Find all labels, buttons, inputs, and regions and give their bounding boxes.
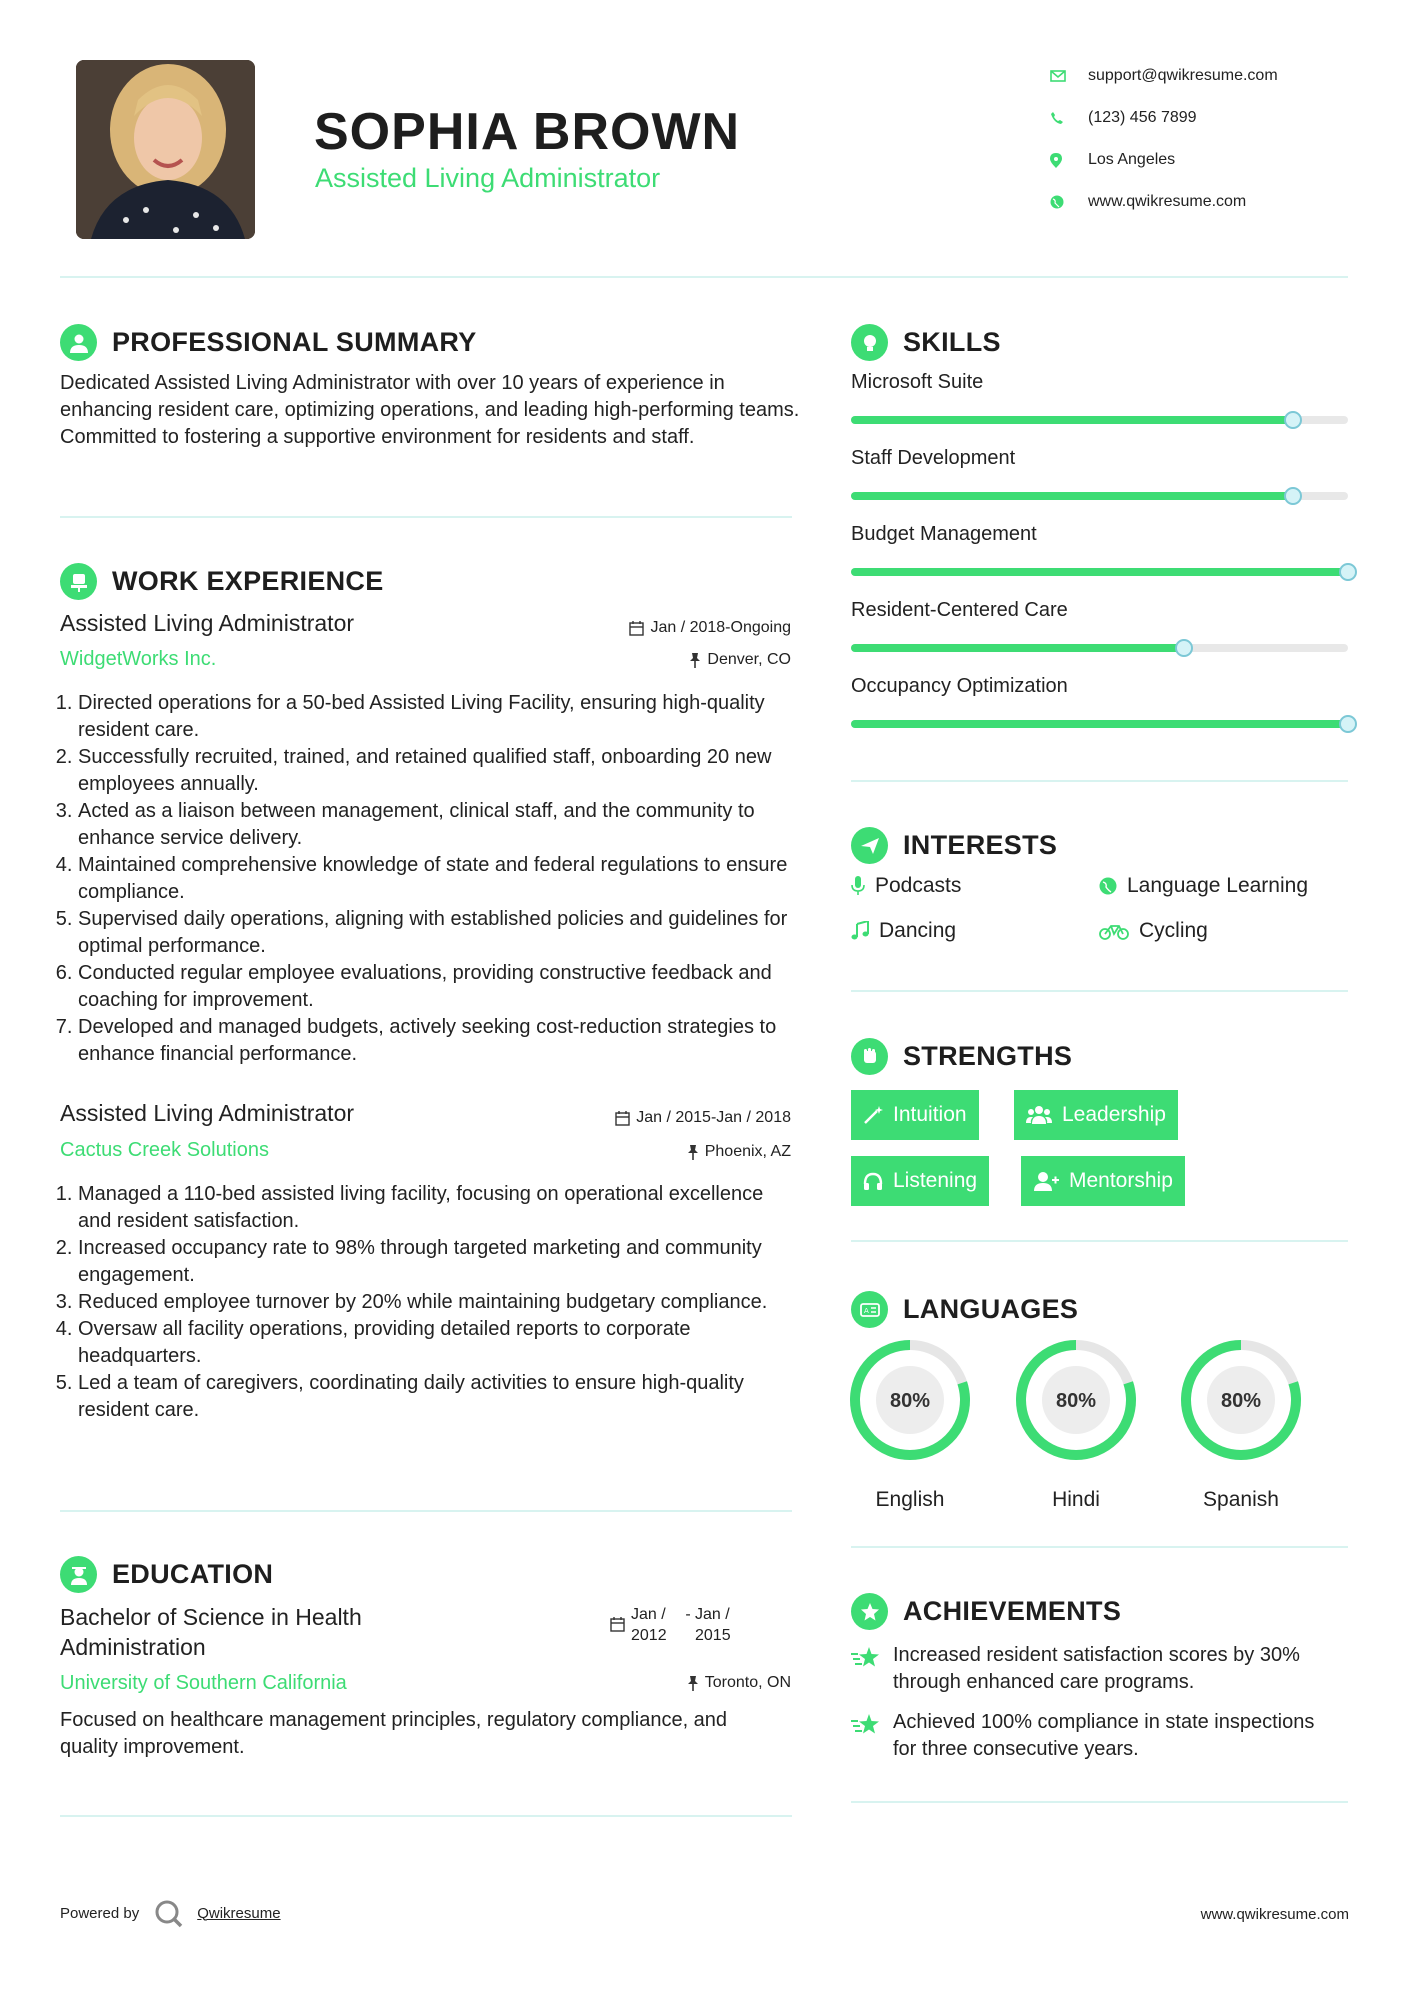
qwikresume-logo-icon xyxy=(153,1898,185,1928)
job-1-title: Assisted Living Administrator xyxy=(60,610,355,636)
star-icon xyxy=(851,1713,881,1737)
duty-item: 2. Successfully recruited, trained, and retained qualified staff, onboarding 20 new employees annually. xyxy=(78,744,798,798)
powered-by-text: Powered by xyxy=(60,1904,140,1922)
job-2-company: Cactus Creek Solutions xyxy=(60,1139,269,1161)
candidate-name: SOPHIA BROWN xyxy=(314,103,741,161)
calendar-icon xyxy=(610,1617,625,1632)
achievements-heading xyxy=(851,1593,1121,1630)
users-icon xyxy=(1026,1105,1052,1125)
lightbulb-icon xyxy=(851,324,888,361)
strength-label: Intuition xyxy=(893,1103,967,1126)
contact-phone-text: (123) 456 7899 xyxy=(1088,109,1197,126)
language-card-icon xyxy=(851,1291,888,1328)
bicycle-icon xyxy=(1099,922,1129,940)
duty-item: 5. Led a team of caregivers, coordinating daily activities to ensure high-quality resident care. xyxy=(78,1370,798,1424)
duty-item: 1. Directed operations for a 50-bed Assisted Living Facility, ensuring high-quality resident care. xyxy=(78,690,798,744)
work-title: WORK EXPERIENCE xyxy=(112,566,384,596)
job-1-dates-text: Jan / 2018-Ongoing xyxy=(650,619,791,636)
interest-language-learning xyxy=(1099,874,1308,898)
candidate-title: Assisted Living Administrator xyxy=(315,163,661,193)
skill-level-knob xyxy=(1339,715,1357,733)
interest-cycling xyxy=(1099,919,1208,943)
language-item xyxy=(1013,1337,1139,1512)
skills-title: SKILLS xyxy=(903,327,1001,357)
contact-email-text: support@qwikresume.com xyxy=(1088,67,1278,84)
pushpin-icon xyxy=(687,1676,699,1691)
interest-podcasts xyxy=(851,874,961,898)
contact-website[interactable] xyxy=(1050,181,1278,223)
duty-item: 7. Developed and managed budgets, actively seeking cost-reduction strategies to enhance financial performance. xyxy=(78,1014,798,1068)
microphone-icon xyxy=(851,876,865,896)
interest-dancing xyxy=(851,919,956,943)
job-2-duties xyxy=(58,1181,798,1424)
strengths-heading xyxy=(851,1038,1072,1075)
calendar-icon xyxy=(615,1111,630,1126)
language-percent: 80% xyxy=(1220,1390,1262,1412)
interests-title: INTERESTS xyxy=(903,830,1058,860)
education-title: EDUCATION xyxy=(112,1559,274,1589)
fist-icon xyxy=(851,1038,888,1075)
duty-item: 5. Supervised daily operations, aligning with established policies and guidelines for optimal performance. xyxy=(78,906,798,960)
envelope-icon xyxy=(1050,70,1088,82)
language-level-ring xyxy=(1178,1337,1304,1463)
skills-divider xyxy=(851,780,1348,782)
language-level-ring xyxy=(847,1337,973,1463)
job-2-title: Assisted Living Administrator xyxy=(60,1100,355,1126)
skill-level-knob xyxy=(1175,639,1193,657)
duty-item: 6. Conducted regular employee evaluations, providing constructive feedback and coaching for improvement. xyxy=(78,960,798,1014)
skill-level-fill xyxy=(851,720,1348,728)
education-heading xyxy=(60,1556,273,1593)
phone-icon xyxy=(1050,111,1088,125)
duty-item: 3. Reduced employee turnover by 20% while maintaining budgetary compliance. xyxy=(78,1289,798,1316)
education-degree: Bachelor of Science in Health Administration xyxy=(60,1604,362,1660)
education-dates xyxy=(610,1604,745,1646)
user-icon xyxy=(60,324,97,361)
language-percent: 80% xyxy=(1055,1390,1097,1412)
duty-item: 4. Maintained comprehensive knowledge of state and federal regulations to ensure compliance. xyxy=(78,852,798,906)
contact-phone xyxy=(1050,97,1278,139)
pushpin-icon xyxy=(687,1145,699,1160)
svg-text:A: A xyxy=(863,1306,869,1315)
skill-level-knob xyxy=(1339,563,1357,581)
summary-divider xyxy=(60,516,792,518)
education-school: University of Southern California xyxy=(60,1672,347,1694)
job-1-location xyxy=(480,651,791,669)
paper-plane-icon xyxy=(851,827,888,864)
achievements-title: ACHIEVEMENTS xyxy=(903,1596,1122,1626)
skill-level-fill xyxy=(851,644,1184,652)
language-percent: 80% xyxy=(889,1390,931,1412)
skill-level-fill xyxy=(851,416,1293,424)
contact-location xyxy=(1050,139,1278,181)
interest-label: Podcasts xyxy=(875,874,962,897)
summary-text: Dedicated Assisted Living Administrator with over 10 years of experience in enhancing resident care, optimizing operations, and leading high-performing teams. Committed to fostering a supportive environment for residents and staff. xyxy=(60,372,800,448)
duty-item: 3. Acted as a liaison between management, clinical staff, and the community to enhance service delivery. xyxy=(78,798,798,852)
headphones-icon xyxy=(863,1172,883,1190)
duty-item: 1. Managed a 110-bed assisted living facility, focusing on operational excellence and resident satisfaction. xyxy=(78,1181,798,1235)
strength-label: Listening xyxy=(893,1169,978,1192)
education-divider xyxy=(60,1815,792,1817)
duty-item: 2. Increased occupancy rate to 98% through targeted marketing and community engagement. xyxy=(78,1235,798,1289)
job-2-dates xyxy=(480,1109,791,1127)
contact-email[interactable] xyxy=(1050,55,1278,97)
job-2-dates-text: Jan / 2015-Jan / 2018 xyxy=(636,1109,791,1126)
globe-icon xyxy=(1099,877,1117,895)
interests-divider xyxy=(851,990,1348,992)
languages-divider xyxy=(851,1546,1348,1548)
map-pin-icon xyxy=(1050,153,1088,168)
languages-title: LANGUAGES xyxy=(903,1294,1079,1324)
graduation-icon xyxy=(60,1556,97,1593)
brand-link[interactable]: Qwikresume xyxy=(197,1904,281,1922)
pushpin-icon xyxy=(689,653,701,668)
language-name: Spanish xyxy=(1203,1488,1279,1511)
language-name: Hindi xyxy=(1052,1488,1100,1511)
skill-item xyxy=(851,371,1348,394)
interest-label: Cycling xyxy=(1139,919,1208,942)
footer-powered-by xyxy=(60,1898,281,1928)
strength-listening xyxy=(851,1156,989,1206)
magic-wand-icon xyxy=(863,1105,883,1125)
skill-item xyxy=(851,523,1348,546)
skills-heading xyxy=(851,324,1001,361)
skill-name: Microsoft Suite xyxy=(851,371,984,393)
job-1-dates xyxy=(480,619,791,637)
job-2-location xyxy=(480,1143,791,1161)
header-divider xyxy=(60,276,1348,278)
strength-leadership xyxy=(1014,1090,1178,1140)
skill-name: Occupancy Optimization xyxy=(851,675,1068,697)
job-1-location-text: Denver, CO xyxy=(707,651,791,668)
duty-item: 4. Oversaw all facility operations, providing detailed reports to corporate headquarters. xyxy=(78,1316,798,1370)
briefcase-icon xyxy=(60,563,97,600)
language-item xyxy=(1178,1337,1304,1512)
interest-label: Dancing xyxy=(879,919,957,942)
skill-name: Budget Management xyxy=(851,523,1037,545)
job-1-company: WidgetWorks Inc. xyxy=(60,648,217,670)
skill-level-knob xyxy=(1284,487,1302,505)
achievement-item xyxy=(851,1642,1331,1696)
music-note-icon xyxy=(851,921,869,941)
strengths-divider xyxy=(851,1240,1348,1242)
contact-block xyxy=(1050,55,1278,223)
skill-name: Staff Development xyxy=(851,447,1016,469)
footer-site[interactable]: www.qwikresume.com xyxy=(1200,1906,1349,1923)
skill-item xyxy=(851,675,1348,698)
strength-label: Leadership xyxy=(1062,1103,1166,1126)
summary-title: PROFESSIONAL SUMMARY xyxy=(112,327,477,357)
education-location xyxy=(480,1674,791,1692)
strengths-title: STRENGTHS xyxy=(903,1041,1073,1071)
work-heading xyxy=(60,563,384,600)
skill-level-fill xyxy=(851,492,1293,500)
contact-website-text: www.qwikresume.com xyxy=(1088,193,1247,210)
interests-heading xyxy=(851,827,1057,864)
skill-level-knob xyxy=(1284,411,1302,429)
achievement-item xyxy=(851,1709,1331,1763)
date-separator: - xyxy=(685,1606,691,1623)
globe-icon xyxy=(1050,195,1088,209)
user-plus-icon xyxy=(1033,1171,1059,1191)
skill-item xyxy=(851,599,1348,622)
skill-item xyxy=(851,447,1348,470)
language-item xyxy=(847,1337,973,1512)
strength-label: Mentorship xyxy=(1069,1169,1173,1192)
language-name: English xyxy=(875,1488,945,1511)
work-divider xyxy=(60,1510,792,1512)
skill-level-fill xyxy=(851,568,1348,576)
achievement-text: Increased resident satisfaction scores by 30% through enhanced care programs. xyxy=(893,1644,1300,1693)
star-badge-icon xyxy=(851,1593,888,1630)
profile-photo xyxy=(76,60,255,239)
strength-mentorship xyxy=(1021,1156,1185,1206)
achievements-divider xyxy=(851,1801,1348,1803)
education-location-text: Toronto, ON xyxy=(704,1674,791,1691)
education-end: Jan / 2015 xyxy=(695,1606,731,1644)
contact-location-text: Los Angeles xyxy=(1088,151,1176,168)
education-description: Focused on healthcare management principles, regulatory compliance, and quality improvement. xyxy=(60,1709,728,1758)
summary-heading xyxy=(60,324,477,361)
skill-name: Resident-Centered Care xyxy=(851,599,1068,621)
achievement-text: Achieved 100% compliance in state inspections for three consecutive years. xyxy=(893,1711,1315,1760)
star-icon xyxy=(851,1646,881,1670)
job-2-location-text: Phoenix, AZ xyxy=(704,1143,791,1160)
job-1-duties xyxy=(58,690,798,1068)
interest-label: Language Learning xyxy=(1127,874,1309,897)
languages-heading xyxy=(851,1291,1078,1328)
calendar-icon xyxy=(629,621,644,636)
education-start: Jan / 2012 xyxy=(631,1606,667,1644)
language-level-ring xyxy=(1013,1337,1139,1463)
strength-intuition xyxy=(851,1090,979,1140)
